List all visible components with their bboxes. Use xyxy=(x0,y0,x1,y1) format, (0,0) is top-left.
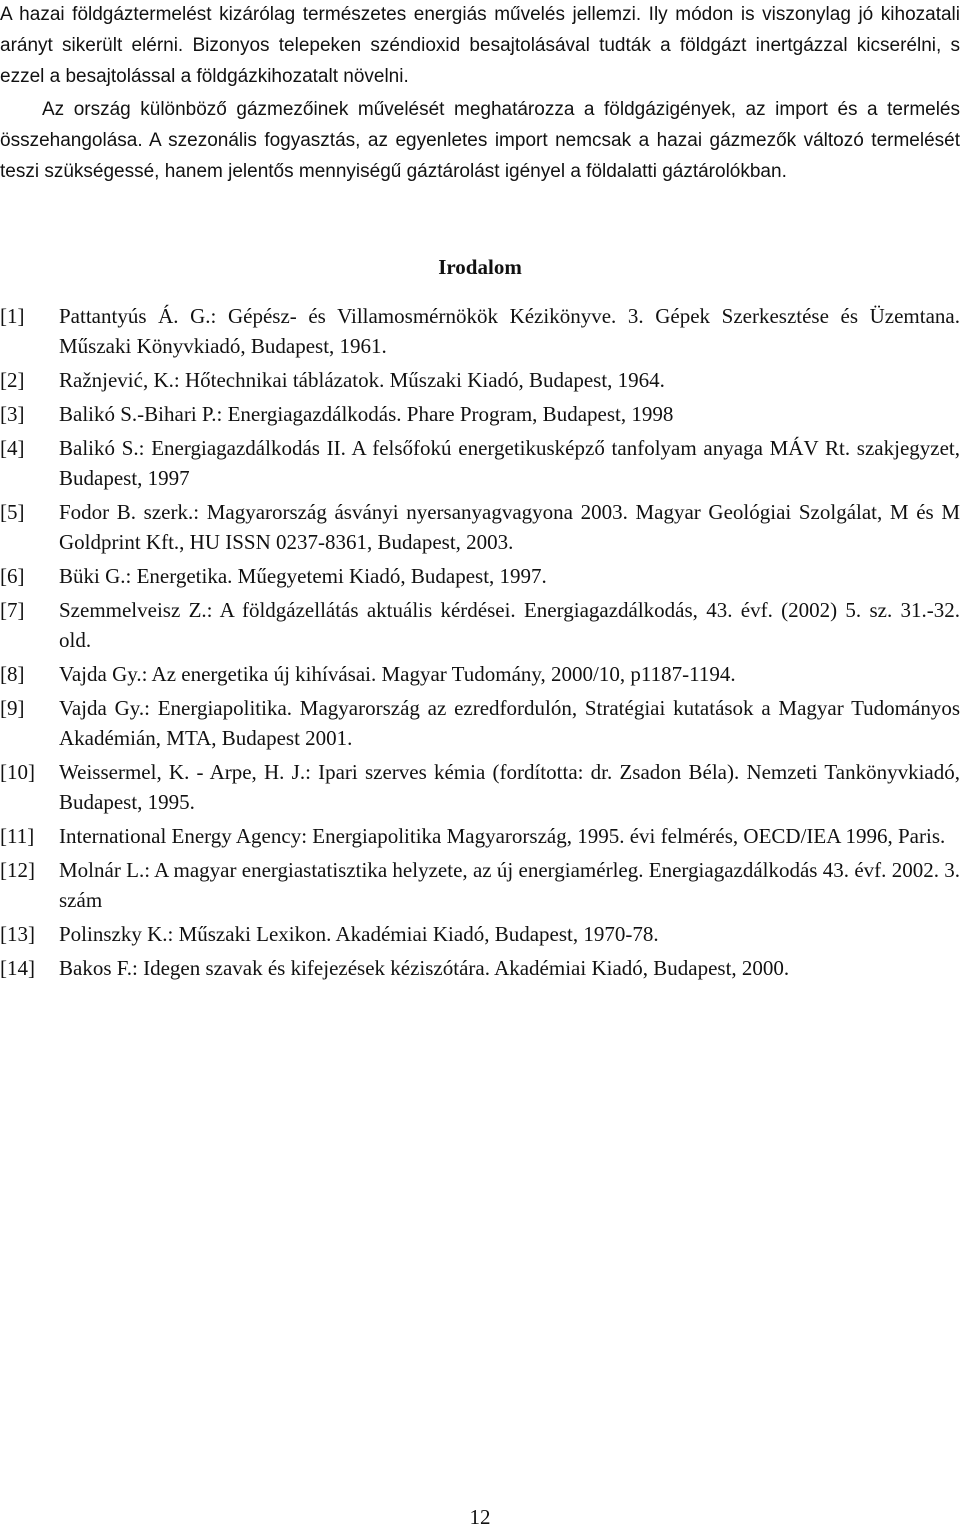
reference-item xyxy=(0,953,960,983)
reference-text: Molnár L.: A magyar energiastatisztika helyzete, az új energiamérleg. Energiagazdálkodás 43. évf. 2002. 3. szám xyxy=(59,858,960,912)
reference-item xyxy=(0,561,960,591)
reference-text: Polinszky K.: Műszaki Lexikon. Akadémiai Kiadó, Budapest, 1970-78. xyxy=(59,922,659,946)
reference-number: [3] xyxy=(0,402,25,426)
reference-number: [10] xyxy=(0,760,35,784)
reference-item xyxy=(0,301,960,361)
reference-text: Büki G.: Energetika. Műegyetemi Kiadó, Budapest, 1997. xyxy=(59,564,547,588)
reference-item xyxy=(0,919,960,949)
reference-number: [5] xyxy=(0,500,25,524)
reference-list xyxy=(0,301,960,987)
reference-item xyxy=(0,497,960,557)
reference-number: [13] xyxy=(0,922,35,946)
body-paragraph: Az ország különböző gázmezőinek művelését meghatározza a földgázigények, az import és a termelés összehangolása. A szezonális fogyasztás, az egyenletes import nemcsak a hazai gázmezők változó termelését teszi szükségessé, hanem jelentős mennyiségű gáztárolást igényel a földalatti gáztárolókban. xyxy=(0,99,960,182)
reference-text: Ražnjević, K.: Hőtechnikai táblázatok. Műszaki Kiadó, Budapest, 1964. xyxy=(59,368,665,392)
reference-text: Balikó S.-Bihari P.: Energiagazdálkodás. Phare Program, Budapest, 1998 xyxy=(59,402,674,426)
reference-text: Balikó S.: Energiagazdálkodás II. A felsőfokú energetikusképző tanfolyam anyaga MÁV Rt. szakjegyzet, Budapest, 1997 xyxy=(59,436,960,490)
reference-text: International Energy Agency: Energiapolitika Magyarország, 1995. évi felmérés, OECD/IEA 1996, Paris. xyxy=(59,824,946,848)
body-paragraph: A hazai földgáztermelést kizárólag természetes energiás művelés jellemzi. Ily módon is viszonylag jó kihozatali arányt sikerült elérni. Bizonyos telepeken széndioxid besajtolásával tudták a földgázt inertgázzal kicserélni, s ezzel a besajtolással a földgázkihozatalt növelni. xyxy=(0,4,960,87)
reference-number: [4] xyxy=(0,436,25,460)
reference-number: [8] xyxy=(0,662,25,686)
reference-item xyxy=(0,855,960,915)
reference-text: Pattantyús Á. G.: Gépész- és Villamosmérnökök Kézikönyve. 3. Gépek Szerkesztése és Üzemtana. Műszaki Könyvkiadó, Budapest, 1961. xyxy=(59,304,960,358)
reference-number: [12] xyxy=(0,858,35,882)
reference-number: [2] xyxy=(0,368,25,392)
reference-item xyxy=(0,433,960,493)
page-number: 12 xyxy=(469,1505,491,1529)
reference-number: [14] xyxy=(0,956,35,980)
reference-item xyxy=(0,821,960,851)
reference-number: [6] xyxy=(0,564,25,588)
reference-text: Fodor B. szerk.: Magyarország ásványi nyersanyagvagyona 2003. Magyar Geológiai Szolgálat, M és M Goldprint Kft., HU ISSN 0237-8361, Budapest, 2003. xyxy=(59,500,960,554)
reference-item xyxy=(0,365,960,395)
reference-item xyxy=(0,693,960,753)
reference-number: [1] xyxy=(0,304,25,328)
reference-item xyxy=(0,659,960,689)
reference-text: Weissermel, K. - Arpe, H. J.: Ipari szerves kémia (fordította: dr. Zsadon Béla). Nemzeti Tankönyvkiadó, Budapest, 1995. xyxy=(59,760,960,814)
reference-text: Vajda Gy.: Energiapolitika. Magyarország az ezredfordulón, Stratégiai kutatások a Magyar Tudományos Akadémián, MTA, Budapest 2001. xyxy=(59,696,960,750)
reference-item xyxy=(0,399,960,429)
reference-text: Bakos F.: Idegen szavak és kifejezések kéziszótára. Akadémiai Kiadó, Budapest, 2000. xyxy=(59,956,790,980)
reference-item xyxy=(0,757,960,817)
reference-number: [7] xyxy=(0,598,25,622)
reference-number: [9] xyxy=(0,696,25,720)
references-heading: Irodalom xyxy=(438,255,522,279)
reference-text: Vajda Gy.: Az energetika új kihívásai. Magyar Tudomány, 2000/10, p1187-1194. xyxy=(59,662,736,686)
reference-number: [11] xyxy=(0,824,35,848)
reference-item xyxy=(0,595,960,655)
reference-text: Szemmelveisz Z.: A földgázellátás aktuális kérdései. Energiagazdálkodás, 43. évf. (2002) 5. sz. 31.-32. old. xyxy=(59,598,960,652)
